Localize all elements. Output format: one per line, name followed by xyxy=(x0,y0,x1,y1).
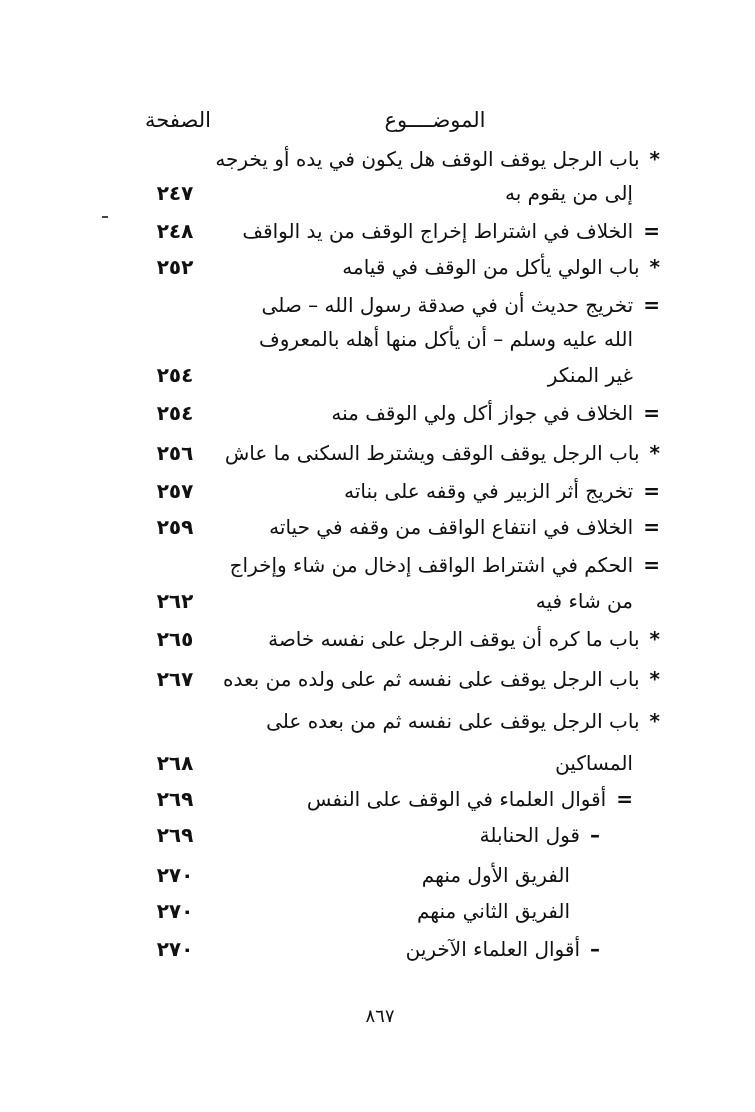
index-entry-title xyxy=(225,322,633,356)
entry-page-number: ٢٦٨ xyxy=(156,751,194,775)
entry-marker: = xyxy=(643,553,660,577)
index-entry-title xyxy=(225,782,633,816)
entry-text: قول الحنابلة xyxy=(479,823,580,847)
entry-marker: = xyxy=(616,787,633,811)
entry-marker: = xyxy=(643,515,660,539)
entry-page-number: ٢٦٥ xyxy=(156,627,194,651)
entry-text: من شاء فيه xyxy=(535,589,633,613)
index-entry xyxy=(0,396,755,430)
index-entry xyxy=(0,176,755,210)
entry-marker: = xyxy=(643,219,660,243)
index-entry xyxy=(0,510,755,544)
index-entry xyxy=(0,932,755,966)
entry-text: الله عليه وسلم – أن يأكل منها أهله بالمعروف xyxy=(259,327,633,351)
index-entry-title xyxy=(225,288,660,322)
entry-marker: – xyxy=(590,937,600,961)
entry-marker: * xyxy=(649,667,660,691)
entry-page-number: ٢٤٨ xyxy=(156,219,194,243)
entry-text: تخريج أثر الزبير في وقفه على بناته xyxy=(344,479,634,503)
index-entry xyxy=(0,782,755,816)
index-entry xyxy=(0,704,755,738)
entry-page-number: ٢٥٩ xyxy=(156,515,194,539)
entry-text: الفريق الأول منهم xyxy=(421,863,570,887)
entry-text: الفريق الثاني منهم xyxy=(416,899,570,923)
entry-marker: * xyxy=(649,627,660,651)
entry-text: باب الرجل يوقف الوقف ويشترط السكنى ما عاش xyxy=(224,441,640,465)
index-entry-title xyxy=(225,662,660,696)
index-entry xyxy=(0,436,755,470)
entry-marker: – xyxy=(590,823,600,847)
index-entry xyxy=(0,858,755,892)
entry-text: باب الرجل يوقف الوقف هل يكون في يده أو يخرجه xyxy=(215,147,640,171)
index-entry xyxy=(0,358,755,392)
entry-text: الحكم في اشتراط الواقف إدخال من شاء وإخراج xyxy=(229,553,634,577)
entry-text: باب ما كره أن يوقف الرجل على نفسه خاصة xyxy=(268,627,640,651)
page-column-heading: الصفحة xyxy=(145,108,211,132)
entry-page-number: ٢٦٧ xyxy=(156,667,194,691)
index-entry xyxy=(0,288,755,322)
entry-text: أقوال العلماء في الوقف على النفس xyxy=(306,787,607,811)
index-entry-title xyxy=(225,474,660,508)
entry-text: غير المنكر xyxy=(547,363,633,387)
entry-text: المساكين xyxy=(555,751,633,775)
index-entry-title xyxy=(225,894,570,928)
index-entry xyxy=(0,250,755,284)
entry-page-number: ٢٧٠ xyxy=(156,937,194,961)
page-number: ٨٦٧ xyxy=(365,1006,395,1027)
entry-text: باب الرجل يوقف على نفسه ثم على ولده من بعده xyxy=(223,667,640,691)
entry-marker: = xyxy=(643,479,660,503)
entry-page-number: ٢٥٤ xyxy=(156,401,194,425)
entry-marker: * xyxy=(649,441,660,465)
index-entry-title xyxy=(225,584,633,618)
index-entry-title xyxy=(225,746,633,780)
entry-page-number: ٢٧٠ xyxy=(156,899,194,923)
index-entry xyxy=(0,894,755,928)
index-entry xyxy=(0,584,755,618)
index-entry-title xyxy=(225,436,660,470)
index-entry xyxy=(0,474,755,508)
index-entry-title xyxy=(225,858,570,892)
entry-marker: * xyxy=(649,147,660,171)
index-entry-title xyxy=(225,704,660,738)
index-header xyxy=(0,108,755,142)
entry-text: إلى من يقوم به xyxy=(504,181,633,205)
entry-marker: = xyxy=(643,401,660,425)
entry-text: باب الولي يأكل من الوقف في قيامه xyxy=(342,255,640,279)
entry-text: الخلاف في اشتراط إخراج الوقف من يد الواقف xyxy=(242,219,634,243)
index-entry-title xyxy=(225,176,633,210)
entry-page-number: ٢٥٤ xyxy=(156,363,194,387)
index-entry-title xyxy=(225,818,600,852)
entry-page-number: ٢٦٩ xyxy=(156,823,194,847)
index-entry-title xyxy=(215,142,660,176)
index-entry xyxy=(0,214,755,248)
entry-text: أقوال العلماء الآخرين xyxy=(405,937,580,961)
index-entry-title xyxy=(225,396,660,430)
entry-page-number: ٢٦٩ xyxy=(156,787,194,811)
index-entry xyxy=(0,662,755,696)
entry-page-number: ٢٥٧ xyxy=(156,479,194,503)
entry-page-number: ٢٤٧ xyxy=(156,181,194,205)
index-entry xyxy=(0,142,755,176)
index-entry-title xyxy=(225,250,660,284)
entry-text: تخريج حديث أن في صدقة رسول الله – صلى xyxy=(261,293,634,317)
entry-page-number: ٢٥٦ xyxy=(156,441,194,465)
index-entry xyxy=(0,746,755,780)
index-entry-title xyxy=(225,510,660,544)
index-entry-title xyxy=(225,622,660,656)
entry-text: الخلاف في جواز أكل ولي الوقف منه xyxy=(331,401,634,425)
entry-page-number: ٢٦٢ xyxy=(156,589,194,613)
index-entry xyxy=(0,622,755,656)
index-entry xyxy=(0,818,755,852)
entry-marker: * xyxy=(649,255,660,279)
index-entry xyxy=(0,322,755,356)
entry-marker: = xyxy=(643,293,660,317)
entry-page-number: ٢٥٢ xyxy=(156,255,194,279)
index-entry-title xyxy=(225,548,660,582)
index-entry-title xyxy=(225,214,660,248)
index-entry-title xyxy=(225,358,633,392)
entry-text: الخلاف في انتفاع الواقف من وقفه في حياته xyxy=(269,515,634,539)
entry-page-number: ٢٧٠ xyxy=(156,863,194,887)
index-entry xyxy=(0,548,755,582)
index-entry-title xyxy=(225,932,600,966)
topic-column-heading: الموضــــوع xyxy=(384,108,486,132)
entry-marker: * xyxy=(649,709,660,733)
entry-text: باب الرجل يوقف على نفسه ثم من بعده على xyxy=(266,709,640,733)
